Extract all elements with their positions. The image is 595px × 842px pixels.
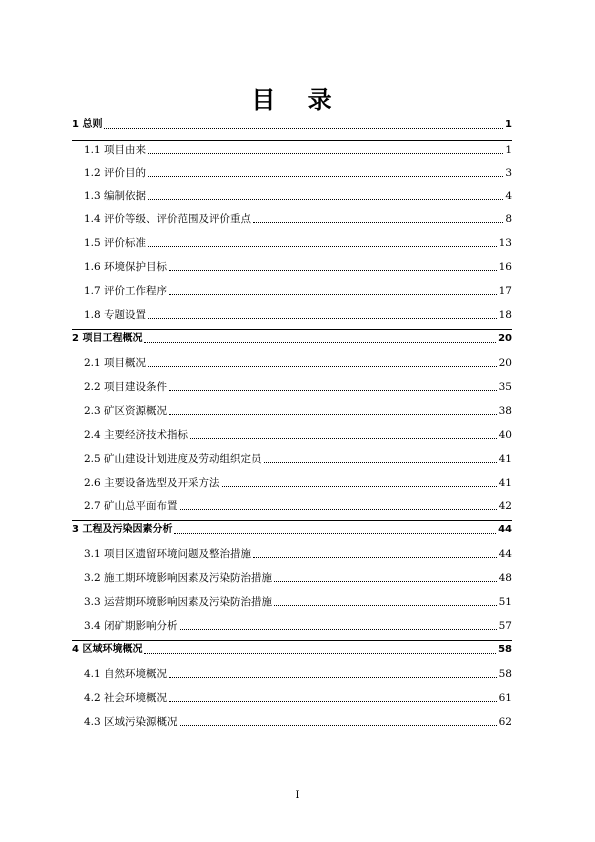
toc-entry-page: 44 xyxy=(498,548,512,560)
toc-entry-page: 16 xyxy=(498,261,512,273)
toc-section-entry[interactable] xyxy=(72,472,512,490)
dot-leader xyxy=(169,677,497,678)
dot-leader xyxy=(148,153,503,154)
toc-section-entry[interactable] xyxy=(72,615,512,633)
toc-entry-label: 2.7 矿山总平面布置 xyxy=(84,500,178,512)
toc-entry-page: 58 xyxy=(498,644,512,655)
toc-entry-page: 38 xyxy=(498,405,512,417)
toc-entry-label: 1.8 专题设置 xyxy=(84,309,147,321)
dot-leader xyxy=(148,246,497,247)
dot-leader xyxy=(169,390,497,391)
toc-entry-page: 58 xyxy=(498,668,512,680)
toc-section-entry[interactable] xyxy=(72,567,512,585)
toc-entry-page: 61 xyxy=(498,692,512,704)
dot-leader xyxy=(190,438,497,439)
dot-leader xyxy=(104,128,503,129)
toc-chapter-entry[interactable] xyxy=(72,328,512,346)
toc-entry-label: 2.6 主要设备选型及开采方法 xyxy=(84,477,220,489)
dot-leader xyxy=(144,342,496,343)
page-number: I xyxy=(295,790,300,801)
toc-chapter-entry[interactable] xyxy=(72,639,512,657)
dot-leader xyxy=(169,414,497,415)
toc-entry-page: 4 xyxy=(505,190,512,202)
toc-entry-page: 44 xyxy=(498,524,512,535)
toc-section-entry[interactable] xyxy=(72,687,512,705)
toc-entry-page: 13 xyxy=(498,237,512,249)
toc-entry-label: 1.2 评价目的 xyxy=(84,167,147,179)
dot-leader xyxy=(253,222,503,223)
toc-section-entry[interactable] xyxy=(72,424,512,442)
toc-entry-page: 17 xyxy=(498,285,512,297)
dot-leader xyxy=(274,605,497,606)
dot-leader xyxy=(169,294,497,295)
toc-entry-page: 20 xyxy=(498,357,512,369)
dot-leader xyxy=(148,366,497,367)
toc-section-entry[interactable] xyxy=(72,139,512,157)
toc-entry-page: 1 xyxy=(505,144,512,156)
toc-entry-label: 2 项目工程概况 xyxy=(72,333,143,344)
toc-section-entry[interactable] xyxy=(72,591,512,609)
toc-section-entry[interactable] xyxy=(72,304,512,322)
toc-entry-label: 2.5 矿山建设计划进度及劳动组织定员 xyxy=(84,453,262,465)
dot-leader xyxy=(169,701,497,702)
toc-entry-label: 2.4 主要经济技术指标 xyxy=(84,429,189,441)
toc-entry-label: 1.4 评价等级、评价范围及评价重点 xyxy=(84,213,252,225)
toc-entry-label: 3 工程及污染因素分析 xyxy=(72,524,173,535)
toc-entry-label: 1.5 评价标准 xyxy=(84,237,147,249)
dot-leader xyxy=(148,318,497,319)
toc-entry-label: 1 总则 xyxy=(72,119,103,130)
toc-entry-page: 57 xyxy=(498,620,512,632)
toc-section-entry[interactable] xyxy=(72,185,512,203)
toc-section-entry[interactable] xyxy=(72,448,512,466)
toc-section-entry[interactable] xyxy=(72,208,512,226)
toc-chapter-entry[interactable] xyxy=(72,519,512,537)
toc-entry-label: 3.3 运营期环境影响因素及污染防治措施 xyxy=(84,596,273,608)
toc-entry-page: 48 xyxy=(498,572,512,584)
toc-section-entry[interactable] xyxy=(72,280,512,298)
toc-entry-page: 42 xyxy=(498,500,512,512)
toc-section-entry[interactable] xyxy=(72,256,512,274)
dot-leader xyxy=(144,653,496,654)
toc-section-entry[interactable] xyxy=(72,352,512,370)
toc-entry-label: 3.1 项目区遗留环境问题及整治措施 xyxy=(84,548,252,560)
toc-entry-page: 3 xyxy=(505,167,512,179)
dot-leader xyxy=(180,725,497,726)
dot-leader xyxy=(169,270,497,271)
dot-leader xyxy=(180,509,497,510)
toc-entry-page: 8 xyxy=(505,213,512,225)
toc-entry-page: 1 xyxy=(505,119,512,130)
toc-title: 目 录 xyxy=(251,86,344,114)
toc-entry-label: 2.1 项目概况 xyxy=(84,357,147,369)
dot-leader xyxy=(222,486,497,487)
dot-leader xyxy=(180,629,497,630)
dot-leader xyxy=(148,199,503,200)
toc-entry-page: 62 xyxy=(498,716,512,728)
toc-entry-label: 1.3 编制依据 xyxy=(84,190,147,202)
toc-entry-label: 3.2 施工期环境影响因素及污染防治措施 xyxy=(84,572,273,584)
toc-entry-label: 4.2 社会环境概况 xyxy=(84,692,168,704)
toc-entry-label: 2.3 矿区资源概况 xyxy=(84,405,168,417)
toc-entry-page: 18 xyxy=(498,309,512,321)
toc-section-entry[interactable] xyxy=(72,376,512,394)
toc-entry-page: 51 xyxy=(498,596,512,608)
toc-section-entry[interactable] xyxy=(72,543,512,561)
toc-entry-page: 20 xyxy=(498,333,512,344)
toc-entry-label: 4 区域环境概况 xyxy=(72,644,143,655)
dot-leader xyxy=(148,176,503,177)
toc-entry-label: 1.1 项目由来 xyxy=(84,144,147,156)
toc-section-entry[interactable] xyxy=(72,663,512,681)
toc-entry-page: 41 xyxy=(498,477,512,489)
toc-entry-page: 41 xyxy=(498,453,512,465)
toc-entry-label: 4.3 区域污染源概况 xyxy=(84,716,178,728)
dot-leader xyxy=(264,462,497,463)
toc-entry-label: 1.6 环境保护目标 xyxy=(84,261,168,273)
toc-entry-page: 35 xyxy=(498,381,512,393)
toc-section-entry[interactable] xyxy=(72,711,512,729)
toc-section-entry[interactable] xyxy=(72,400,512,418)
toc-section-entry[interactable] xyxy=(72,495,512,513)
toc-entry-page: 40 xyxy=(498,429,512,441)
toc-entry-label: 1.7 评价工作程序 xyxy=(84,285,168,297)
toc-chapter-entry[interactable] xyxy=(72,114,512,132)
toc-section-entry[interactable] xyxy=(72,162,512,180)
dot-leader xyxy=(274,581,497,582)
toc-section-entry[interactable] xyxy=(72,232,512,250)
dot-leader xyxy=(253,557,497,558)
toc-entry-label: 3.4 闭矿期影响分析 xyxy=(84,620,178,632)
toc-entry-label: 2.2 项目建设条件 xyxy=(84,381,168,393)
dot-leader xyxy=(174,533,496,534)
toc-entry-label: 4.1 自然环境概况 xyxy=(84,668,168,680)
